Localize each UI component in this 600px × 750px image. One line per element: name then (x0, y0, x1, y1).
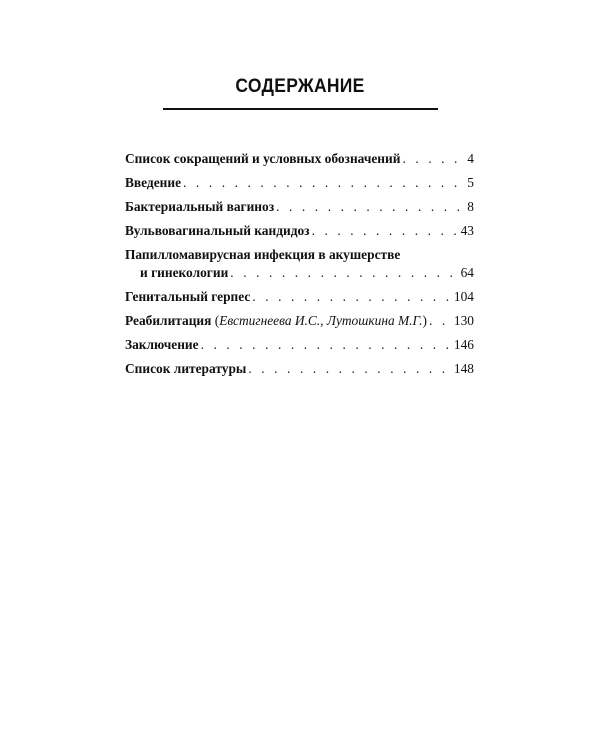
toc-entry-label-line1: Папилломавирусная инфекция в акушерстве (125, 247, 401, 262)
toc-entry-label: Список литературы (125, 361, 247, 376)
toc-entry-label: Заключение (125, 337, 199, 352)
toc-entry-references[interactable] (125, 360, 474, 378)
toc-entry-conclusion[interactable] (125, 336, 474, 354)
toc-page-number: 5 (467, 175, 474, 190)
authors-names: Евстигнеева И.С., Лутошкина М.Г. (219, 313, 423, 328)
toc-page-number: 43 (460, 223, 474, 238)
dot-leader (201, 336, 451, 354)
toc-entry-introduction[interactable] (125, 174, 474, 192)
dot-leader (248, 360, 451, 378)
toc-entry-title: Реабилитация (125, 313, 212, 328)
toc-entry-candidiasis[interactable] (125, 222, 474, 240)
toc-entry-abbreviations[interactable] (125, 150, 474, 168)
dot-leader (312, 222, 458, 240)
toc-entry-authors (215, 313, 427, 328)
toc-entry-label: Вульвовагинальный кандидоз (125, 223, 310, 238)
toc-page-number: 4 (467, 151, 474, 166)
dot-leader (183, 174, 464, 192)
dot-leader (429, 312, 451, 330)
authors-open-paren: ( (214, 313, 220, 328)
dot-leader (276, 198, 464, 216)
toc-entry-bacterial-vaginosis[interactable] (125, 198, 474, 216)
toc-page-number: 130 (453, 313, 474, 328)
toc-entry-label-line2: и гинекологии (140, 265, 229, 280)
dot-leader (402, 150, 464, 168)
dot-leader (230, 264, 457, 282)
toc-entry-label (125, 312, 427, 330)
toc-entry-label: Введение (125, 175, 182, 190)
toc-page-number: 148 (453, 361, 474, 376)
toc-entry-rehabilitation[interactable] (125, 312, 474, 330)
dot-leader (252, 288, 451, 306)
toc-page-number: 104 (453, 289, 474, 304)
toc-entry-label: Список сокращений и условных обозначений (125, 151, 401, 166)
toc-entry-papillomavirus[interactable] (125, 246, 474, 282)
toc-entry-label: Генитальный герпес (125, 289, 251, 304)
toc-entry-genital-herpes[interactable] (125, 288, 474, 306)
toc-page-number: 146 (453, 337, 474, 352)
title-underline (163, 108, 438, 110)
toc-page-number: 64 (460, 265, 474, 280)
toc-entry-label: Бактериальный вагиноз (125, 199, 275, 214)
authors-close-paren: ) (422, 313, 427, 328)
table-of-contents (125, 150, 474, 384)
toc-page-number: 8 (467, 199, 474, 214)
page-title: СОДЕРЖАНИЕ (235, 76, 365, 97)
